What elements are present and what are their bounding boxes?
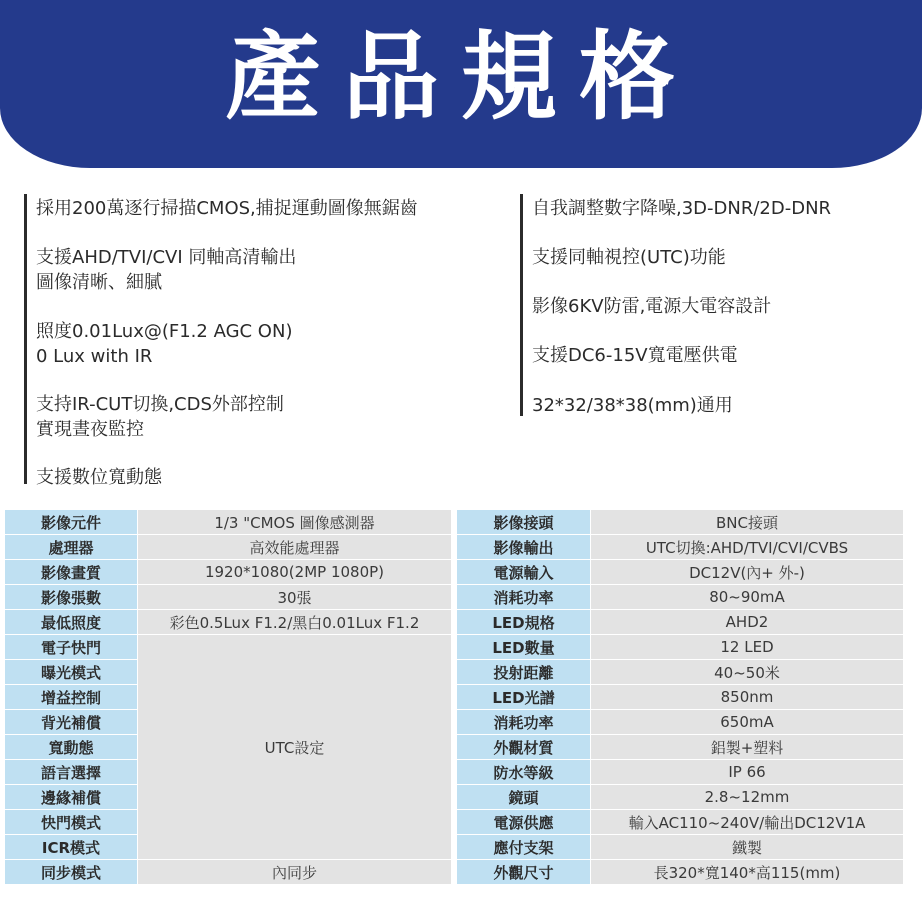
- spec-value: 彩色0.5Lux F1.2/黑白0.01Lux F1.2: [138, 610, 452, 635]
- spec-label: 消耗功率: [457, 710, 591, 735]
- spec-label: LED光譜: [457, 685, 591, 710]
- spec-label: 影像畫質: [5, 560, 138, 585]
- spec-label: 消耗功率: [457, 585, 591, 610]
- feature-text: 支援AHD/TVI/CVI 同軸高清輸出: [36, 247, 297, 268]
- spec-label: 語言選擇: [5, 760, 138, 785]
- spec-label: 影像張數: [5, 585, 138, 610]
- spec-value: UTC切換:AHD/TVI/CVI/CVBS: [591, 535, 904, 560]
- spec-value: 1/3 "CMOS 圖像感測器: [138, 510, 452, 535]
- spec-value: 650mA: [591, 710, 904, 735]
- spec-value-merged: UTC設定: [138, 635, 452, 860]
- spec-label: 電源輸入: [457, 560, 591, 585]
- spec-label: 增益控制: [5, 685, 138, 710]
- table-row: [457, 585, 904, 610]
- table-row: [457, 835, 904, 860]
- table-row: [457, 785, 904, 810]
- spec-value: IP 66: [591, 760, 904, 785]
- right-feature-bar: [520, 194, 523, 416]
- table-row: [5, 585, 452, 610]
- table-row: [457, 710, 904, 735]
- table-row: [457, 685, 904, 710]
- table-row: [457, 510, 904, 535]
- table-row: [457, 735, 904, 760]
- table-row: [457, 560, 904, 585]
- spec-value: 1920*1080(2MP 1080P): [138, 560, 452, 585]
- spec-label: ICR模式: [5, 835, 138, 860]
- spec-value: BNC接頭: [591, 510, 904, 535]
- spec-label: 處理器: [5, 535, 138, 560]
- spec-label: LED數量: [457, 635, 591, 660]
- table-row: [457, 635, 904, 660]
- spec-value: 鋁製+塑料: [591, 735, 904, 760]
- spec-value: 2.8~12mm: [591, 785, 904, 810]
- feature-text: 支援DC6-15V寬電壓供電: [532, 345, 738, 366]
- table-row: [457, 760, 904, 785]
- feature-text: 支援數位寬動態: [36, 467, 162, 488]
- feature-text: 支援同軸視控(UTC)功能: [532, 247, 726, 268]
- feature-text: 實現晝夜監控: [36, 419, 144, 440]
- left-feature-bar: [24, 194, 27, 484]
- feature-text: 影像6KV防雷,電源大電容設計: [532, 296, 772, 317]
- spec-value: 850nm: [591, 685, 904, 710]
- table-row: [457, 810, 904, 835]
- feature-text: 圖像清晰、細膩: [36, 272, 162, 293]
- table-row: [5, 535, 452, 560]
- spec-label: 外觀材質: [457, 735, 591, 760]
- spec-value: DC12V(內+ 外-): [591, 560, 904, 585]
- spec-label: 影像接頭: [457, 510, 591, 535]
- spec-value: 12 LED: [591, 635, 904, 660]
- spec-value: 80~90mA: [591, 585, 904, 610]
- spec-label: LED規格: [457, 610, 591, 635]
- spec-label: 邊緣補償: [5, 785, 138, 810]
- table-row: [457, 660, 904, 685]
- spec-label: 投射距離: [457, 660, 591, 685]
- spec-label: 最低照度: [5, 610, 138, 635]
- spec-label: 同步模式: [5, 860, 138, 885]
- spec-label: 影像元件: [5, 510, 138, 535]
- table-row: [5, 560, 452, 585]
- spec-label: 電源供應: [457, 810, 591, 835]
- spec-value: AHD2: [591, 610, 904, 635]
- feature-text: 0 Lux with IR: [36, 346, 153, 367]
- spec-value: 長320*寬140*高115(mm): [591, 860, 904, 885]
- feature-text: 採用200萬逐行掃描CMOS,捕捉運動圖像無鋸齒: [36, 198, 418, 219]
- spec-label: 電子快門: [5, 635, 138, 660]
- table-row: [5, 510, 452, 535]
- spec-value: 鐵製: [591, 835, 904, 860]
- spec-value: 高效能處理器: [138, 535, 452, 560]
- page-title: 產品規格: [225, 21, 697, 133]
- table-row: [457, 535, 904, 560]
- header-banner: [0, 0, 922, 168]
- spec-value: 內同步: [138, 860, 452, 885]
- table-row: [457, 860, 904, 885]
- spec-table-left: [4, 509, 452, 885]
- spec-table-right: [456, 509, 904, 885]
- feature-text: 32*32/38*38(mm)通用: [532, 395, 733, 416]
- spec-value: 30張: [138, 585, 452, 610]
- spec-label: 外觀尺寸: [457, 860, 591, 885]
- spec-label: 寬動態: [5, 735, 138, 760]
- spec-label: 快門模式: [5, 810, 138, 835]
- spec-label: 鏡頭: [457, 785, 591, 810]
- table-row: [5, 635, 452, 660]
- spec-value: 40~50米: [591, 660, 904, 685]
- spec-label: 背光補償: [5, 710, 138, 735]
- feature-text: 支持IR-CUT切換,CDS外部控制: [36, 394, 284, 415]
- spec-label: 防水等級: [457, 760, 591, 785]
- feature-text: 照度0.01Lux@(F1.2 AGC ON): [36, 321, 293, 342]
- table-row: [5, 610, 452, 635]
- table-row: [5, 860, 452, 885]
- spec-label: 應付支架: [457, 835, 591, 860]
- spec-label: 曝光模式: [5, 660, 138, 685]
- table-row: [457, 610, 904, 635]
- spec-value: 輸入AC110~240V/輸出DC12V1A: [591, 810, 904, 835]
- spec-label: 影像輸出: [457, 535, 591, 560]
- feature-text: 自我調整數字降噪,3D-DNR/2D-DNR: [532, 198, 832, 219]
